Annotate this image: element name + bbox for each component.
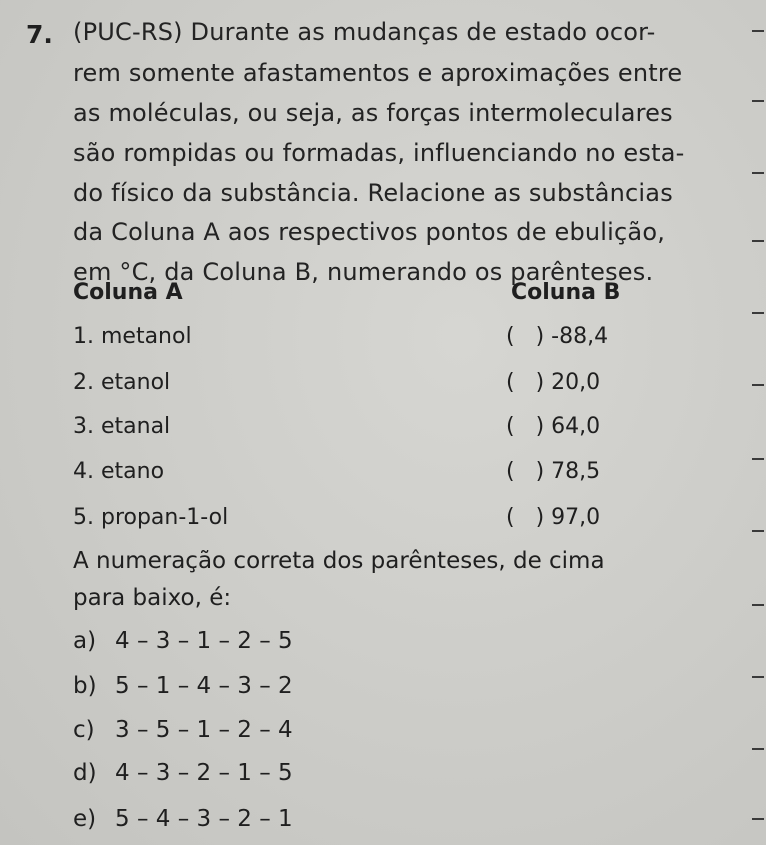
margin-tick bbox=[752, 530, 764, 532]
margin-tick bbox=[752, 458, 764, 460]
column-a-item: 2. etanol bbox=[73, 370, 171, 395]
column-b-item: ( ) 97,0 bbox=[506, 505, 601, 530]
column-a-item: 1. metanol bbox=[73, 324, 192, 349]
option-value: 4 – 3 – 2 – 1 – 5 bbox=[115, 760, 293, 786]
margin-tick bbox=[752, 748, 764, 750]
question-stem-line: da Coluna A aos respectivos pontos de ebulição, bbox=[73, 218, 666, 246]
column-b-title: Coluna B bbox=[511, 280, 621, 305]
column-b-item: ( ) 64,0 bbox=[506, 414, 601, 439]
prompt-line: para baixo, é: bbox=[73, 585, 232, 611]
option-letter: a) bbox=[73, 628, 97, 654]
prompt-line: A numeração correta dos parênteses, de cima bbox=[73, 548, 605, 574]
margin-tick bbox=[752, 604, 764, 606]
margin-tick bbox=[752, 240, 764, 242]
margin-tick bbox=[752, 384, 764, 386]
option-value: 5 – 1 – 4 – 3 – 2 bbox=[115, 673, 293, 699]
option-value: 5 – 4 – 3 – 2 – 1 bbox=[115, 806, 293, 832]
option-value: 4 – 3 – 1 – 2 – 5 bbox=[115, 628, 293, 654]
margin-tick bbox=[752, 818, 764, 820]
option-letter: b) bbox=[73, 673, 97, 699]
column-a-item: 4. etano bbox=[73, 459, 165, 484]
column-b-item: ( ) 78,5 bbox=[506, 459, 601, 484]
question-stem-line: do físico da substância. Relacione as substâncias bbox=[73, 179, 673, 207]
question-stem-line: rem somente afastamentos e aproximações entre bbox=[73, 59, 683, 87]
column-b-item: ( ) 20,0 bbox=[506, 370, 601, 395]
margin-tick bbox=[752, 676, 764, 678]
margin-tick bbox=[752, 312, 764, 314]
option-letter: c) bbox=[73, 717, 95, 743]
margin-tick bbox=[752, 30, 764, 32]
margin-tick bbox=[752, 172, 764, 174]
option-letter: e) bbox=[73, 806, 97, 832]
column-b-item: ( ) -88,4 bbox=[506, 324, 609, 349]
option-value: 3 – 5 – 1 – 2 – 4 bbox=[115, 717, 293, 743]
margin-tick bbox=[752, 100, 764, 102]
question-stem-line: (PUC-RS) Durante as mudanças de estado ocor- bbox=[73, 18, 656, 46]
question-stem-line: em °C, da Coluna B, numerando os parênteses. bbox=[73, 258, 654, 286]
column-a-title: Coluna A bbox=[73, 280, 183, 305]
column-a-item: 5. propan-1-ol bbox=[73, 505, 229, 530]
column-a-item: 3. etanal bbox=[73, 414, 171, 439]
option-letter: d) bbox=[73, 760, 97, 786]
question-stem-line: as moléculas, ou seja, as forças intermoleculares bbox=[73, 99, 673, 127]
question-number: 7. bbox=[26, 20, 53, 49]
question-stem-line: são rompidas ou formadas, influenciando no esta- bbox=[73, 139, 685, 167]
